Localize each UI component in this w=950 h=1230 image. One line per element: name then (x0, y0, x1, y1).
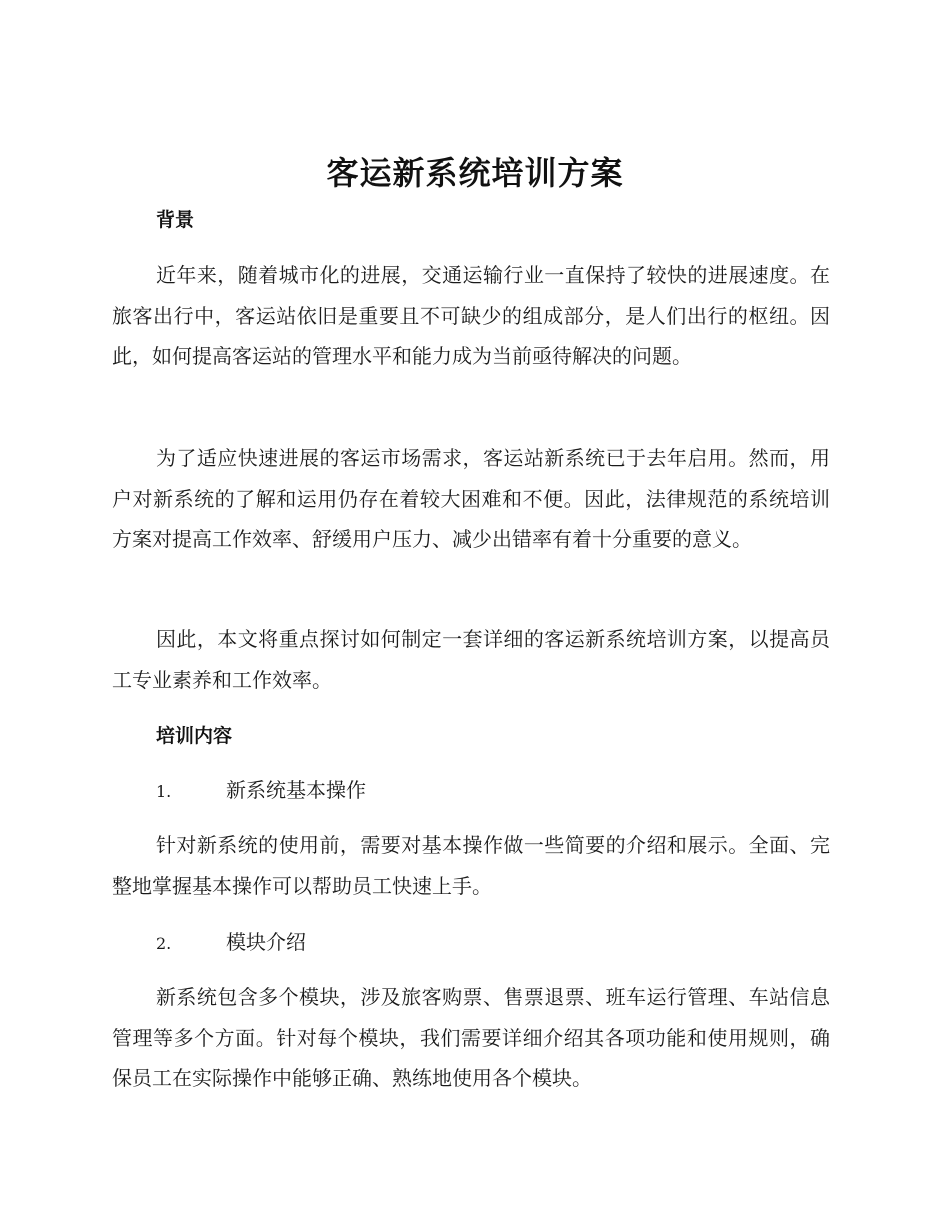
item-1-paragraph: 针对新系统的使用前，需要对基本操作做一些简要的介绍和展示。全面、完整地掌握基本操作可以帮助员工快速上手。 (112, 833, 830, 898)
list-item-title: 模块介绍 (226, 930, 306, 954)
background-paragraph-2: 为了适应快速进展的客运市场需求，客运站新系统已于去年启用。然而，用户对新系统的了解和运用仍存在着较大困难和不便。因此，法律规范的系统培训方案对提高工作效率、舒缓用户压力、减少出错率有着十分重要的意义。 (112, 446, 830, 551)
list-item-number: 2. (156, 934, 172, 953)
background-paragraph-3: 因此，本文将重点探讨如何制定一套详细的客运新系统培训方案，以提高员工专业素养和工作效率。 (112, 627, 830, 692)
item-2-paragraph: 新系统包含多个模块，涉及旅客购票、售票退票、班车运行管理、车站信息管理等多个方面。针对每个模块，我们需要详细介绍其各项功能和使用规则，确保员工在实际操作中能够正确、熟练地使用各个模块。 (112, 985, 830, 1090)
document-title: 客运新系统培训方案 (326, 154, 624, 192)
section-heading-background: 背景 (156, 209, 195, 231)
list-item-title: 新系统基本操作 (226, 778, 366, 802)
list-item-2 (156, 927, 306, 959)
list-item-number: 1. (156, 782, 172, 801)
section-heading-training: 培训内容 (156, 725, 233, 747)
list-item-1 (156, 775, 366, 807)
background-paragraph-1: 近年来，随着城市化的进展，交通运输行业一直保持了较快的进展速度。在旅客出行中，客运站依旧是重要且不可缺少的组成部分，是人们出行的枢纽。因此，如何提高客运站的管理水平和能力成为当前亟待解决的问题。 (112, 263, 830, 368)
